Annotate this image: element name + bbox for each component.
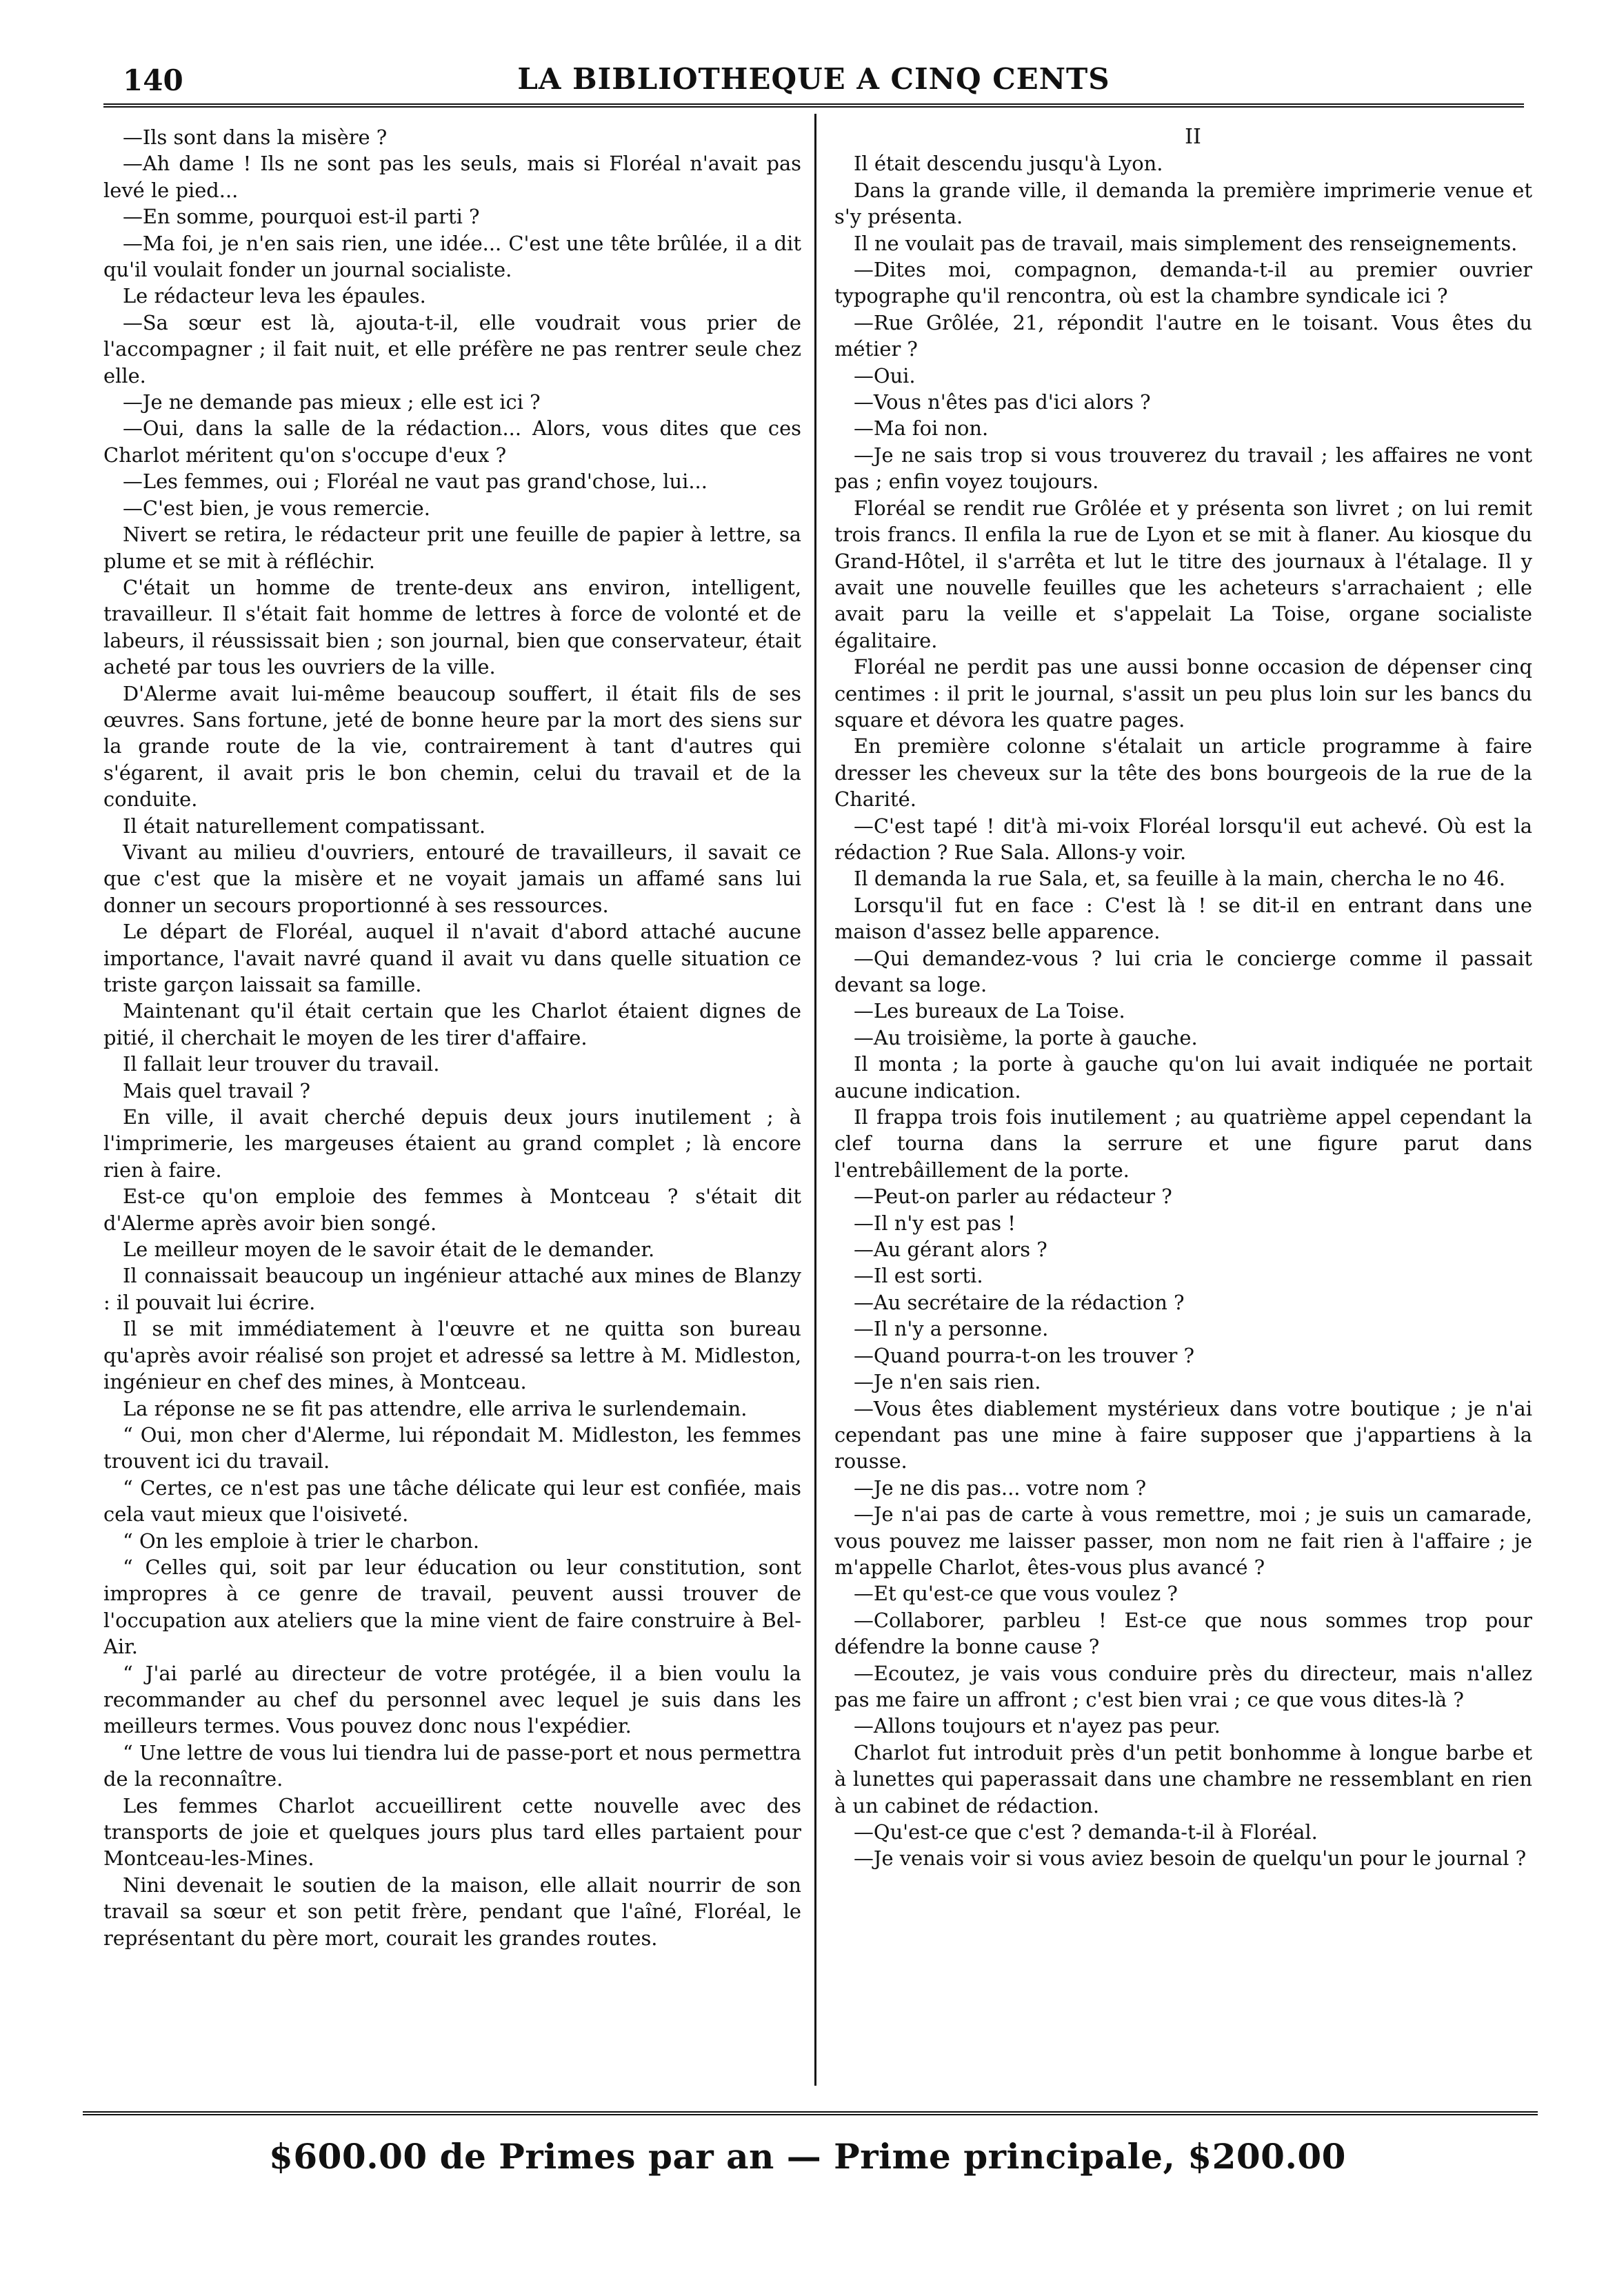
paragraph: Le départ de Floréal, auquel il n'avait d'abord attaché aucune importance, l'avait navré quand il avait vu dans quelle situation ce triste garçon laissait sa famille. xyxy=(103,920,801,996)
paragraph: —Ecoutez, je vais vous conduire près du directeur, mais n'allez pas me faire un affront ; c'est bien vrai ; ce que vous dites-là ? xyxy=(834,1661,1532,1711)
paragraph: D'Alerme avait lui-même beaucoup souffert, il était fils de ses œuvres. Sans fortune, jeté de bonne heure par la mort des siens sur la grande route de la vie, contrairement à tant d'autres qui s'égarent, il avait pris le bon chemin, celui du travail et de la conduite. xyxy=(103,681,801,812)
page-header xyxy=(103,54,1524,102)
paragraph: Il ne voulait pas de travail, mais simplement des renseignements. xyxy=(854,231,1518,255)
paragraph: Les femmes Charlot accueillirent cette nouvelle avec des transports de joie et quelques jours plus tard elles partaient pour Montceau-les-Mines. xyxy=(103,1793,801,1871)
paragraph: —Sa sœur est là, ajouta-t-il, elle voudrait vous prier de l'accompagner ; il fait nuit, et elle préfère ne pas rentrer seule chez elle. xyxy=(103,310,801,387)
paragraph: —Les femmes, oui ; Floréal ne vaut pas grand'chose, lui... xyxy=(123,470,708,494)
paragraph: —Je ne dis pas... votre nom ? xyxy=(854,1476,1147,1500)
paragraph: Floréal ne perdit pas une aussi bonne occasion de dépenser cinq centimes : il prit le journal, s'assit un peu plus loin sur les bancs du square et dévora les quatre pages. xyxy=(834,655,1532,732)
paragraph: En ville, il avait cherché depuis deux jours inutilement ; à l'imprimerie, les margeuses étaient au grand complet ; là encore rien à faire. xyxy=(103,1105,801,1182)
paragraph: “ Oui, mon cher d'Alerme, lui répondait M. Midleston, les femmes trouvent ici du travail. xyxy=(103,1422,801,1473)
paragraph: Il frappa trois fois inutilement ; au quatrième appel cependant la clef tourna dans la serrure et une figure parut dans l'entrebâillement de la porte. xyxy=(834,1105,1532,1182)
paragraph: —Quand pourra-t-on les trouver ? xyxy=(854,1343,1195,1367)
paragraph: “ Celles qui, soit par leur éducation ou leur constitution, sont impropres à ce genre de travail, peuvent aussi trouver de l'occupation aux ateliers que la mine vient de faire construire à Bel-Air. xyxy=(103,1555,801,1659)
paragraph: Maintenant qu'il était certain que les Charlot étaient dignes de pitié, il cherchait le moyen de les tirer d'affaire. xyxy=(103,999,801,1049)
paragraph: —Ma foi non. xyxy=(854,416,989,441)
paragraph: Nivert se retira, le rédacteur prit une feuille de papier à lettre, sa plume et se mit à réfléchir. xyxy=(103,523,801,573)
paragraph: —Dites moi, compagnon, demanda-t-il au premier ouvrier typographe qu'il rencontra, où est la chambre syndicale ici ? xyxy=(834,258,1532,308)
paragraph: Mais quel travail ? xyxy=(123,1078,311,1102)
paragraph: —Au secrétaire de la rédaction ? xyxy=(854,1290,1185,1314)
paragraph: —Oui, dans la salle de la rédaction... Alors, vous dites que ces Charlot méritent qu'on s'occupe d'eux ? xyxy=(103,416,801,467)
right-column xyxy=(834,124,1532,2082)
paragraph: Il était naturellement compatissant. xyxy=(123,814,486,838)
paragraph: Est-ce qu'on emploie des femmes à Montceau ? s'était dit d'Alerme après avoir bien songé. xyxy=(103,1185,801,1235)
paragraph: —Qui demandez-vous ? lui cria le concierge comme il passait devant sa loge. xyxy=(834,946,1532,996)
paragraph: Le meilleur moyen de le savoir était de le demander. xyxy=(123,1238,655,1262)
section-title: II xyxy=(1185,125,1201,149)
paragraph: Dans la grande ville, il demanda la première imprimerie venue et s'y présenta. xyxy=(834,178,1532,229)
paragraph: “ On les emploie à trier le charbon. xyxy=(123,1529,480,1553)
column-divider xyxy=(814,114,816,2086)
paragraph: —Ils sont dans la misère ? xyxy=(123,125,388,149)
paragraph: Floréal se rendit rue Grôlée et y présenta son livret ; on lui remit trois francs. Il enfila la rue de Lyon et se mit à flaner. Au kiosque du Grand-Hôtel, il s'arrêta et lut le titre des journaux à l'étalage. Il y avait une nouvelle feuilles que les acheteurs s'arrachaient ; elle avait paru la veille et s'appelait La Toise, organe socialiste égalitaire. xyxy=(834,496,1532,652)
paragraph: Nini devenait le soutien de la maison, elle allait nourrir de son travail sa sœur et son petit frère, pendant que l'aîné, Floréal, le représentant du père mort, courait les grandes routes. xyxy=(103,1873,801,1950)
paragraph: —Ah dame ! Ils ne sont pas les seuls, mais si Floréal n'avait pas levé le pied... xyxy=(103,152,801,202)
paragraph: Charlot fut introduit près d'un petit bonhomme à longue barbe et à lunettes qui paperassait dans une chambre ne ressemblant en rien à un cabinet de rédaction. xyxy=(834,1740,1532,1817)
paragraph: —Il est sorti. xyxy=(854,1264,983,1288)
paragraph: —C'est tapé ! dit'à mi-voix Floréal lorsqu'il eut achevé. Où est la rédaction ? Rue Sala. Allons-y voir. xyxy=(834,814,1532,864)
paragraph: —Qu'est-ce que c'est ? demanda-t-il à Floréal. xyxy=(854,1820,1318,1844)
paragraph: —Ma foi, je n'en sais rien, une idée... C'est une tête brûlée, il a dit qu'il voulait fonder un journal socialiste. xyxy=(103,231,801,282)
paragraph: Il fallait leur trouver du travail. xyxy=(123,1052,440,1076)
paragraph: —Au gérant alors ? xyxy=(854,1238,1047,1262)
paragraph: —Peut-on parler au rédacteur ? xyxy=(854,1185,1172,1209)
paragraph: Il se mit immédiatement à l'œuvre et ne quitta son bureau qu'après avoir réalisé son projet et adressé sa lettre à M. Midleston, ingénieur en chef des mines, à Montceau. xyxy=(103,1317,801,1394)
paragraph: —Il n'y a personne. xyxy=(854,1317,1049,1341)
paragraph: —Je ne demande pas mieux ; elle est ici ? xyxy=(123,390,541,414)
paragraph: Lorsqu'il fut en face : C'est là ! se dit-il en entrant dans une maison d'assez belle apparence. xyxy=(834,893,1532,944)
paragraph: —Je venais voir si vous aviez besoin de quelqu'un pour le journal ? xyxy=(854,1846,1527,1871)
left-column xyxy=(103,124,801,2082)
paragraph: —Collaborer, parbleu ! Est-ce que nous sommes trop pour défendre la bonne cause ? xyxy=(834,1608,1532,1659)
paragraph: Il demanda la rue Sala, et, sa feuille à la main, chercha le no 46. xyxy=(854,867,1505,891)
paragraph: “ Certes, ce n'est pas une tâche délicate qui leur est confiée, mais cela vaut mieux que l'oisiveté. xyxy=(103,1476,801,1527)
header-rule xyxy=(103,103,1524,108)
paragraph: Il monta ; la porte à gauche qu'on lui avait indiquée ne portait aucune indication. xyxy=(834,1052,1532,1102)
page-number: 140 xyxy=(123,63,183,97)
paragraph: —Au troisième, la porte à gauche. xyxy=(854,1025,1198,1049)
paragraph: —Et qu'est-ce que vous voulez ? xyxy=(854,1582,1178,1606)
paragraph: La réponse ne se fit pas attendre, elle arriva le surlendemain. xyxy=(123,1396,748,1420)
paragraph: —Oui. xyxy=(854,363,916,387)
paragraph: Il était descendu jusqu'à Lyon. xyxy=(854,152,1163,176)
paragraph: Il connaissait beaucoup un ingénieur attaché aux mines de Blanzy : il pouvait lui écrire. xyxy=(103,1264,801,1314)
paragraph: —Rue Grôlée, 21, répondit l'autre en le toisant. Vous êtes du métier ? xyxy=(834,310,1532,361)
paragraph: —C'est bien, je vous remercie. xyxy=(123,496,430,520)
paragraph: “ Une lettre de vous lui tiendra lui de passe-port et nous permettra de la reconnaître. xyxy=(103,1740,801,1791)
running-title: LA BIBLIOTHEQUE A CINQ CENTS xyxy=(517,62,1110,96)
paragraph: —En somme, pourquoi est-il parti ? xyxy=(123,205,480,229)
paragraph: —Vous n'êtes pas d'ici alors ? xyxy=(854,390,1151,414)
paragraph: —Il n'y est pas ! xyxy=(854,1211,1016,1235)
paragraph: —Je n'en sais rien. xyxy=(854,1370,1041,1394)
paragraph: —Allons toujours et n'ayez pas peur. xyxy=(854,1714,1221,1738)
paragraph: Le rédacteur leva les épaules. xyxy=(123,284,426,308)
footer-banner: $600.00 de Primes par an — Prime principale, $200.00 xyxy=(269,2136,1346,2177)
paragraph: —Vous êtes diablement mystérieux dans votre boutique ; je n'ai cependant pas une mine à faire supposer que j'appartiens à la rousse. xyxy=(834,1396,1532,1473)
paragraph: —Je ne sais trop si vous trouverez du travail ; les affaires ne vont pas ; enfin voyez toujours. xyxy=(834,443,1532,494)
paragraph: —Je n'ai pas de carte à vous remettre, moi ; je suis un camarade, vous pouvez me laisser passer, mon nom ne fait rien à l'affaire ; je m'appelle Charlot, êtes-vous plus avancé ? xyxy=(834,1502,1532,1579)
paragraph: —Les bureaux de La Toise. xyxy=(854,999,1125,1023)
paragraph: “ J'ai parlé au directeur de votre protégée, il a bien voulu la recommander au chef du personnel avec lequel je suis dans les meilleurs termes. Vous pouvez donc nous l'expédier. xyxy=(103,1661,801,1738)
paragraph: En première colonne s'étalait un article programme à faire dresser les cheveux sur la tête des bons bourgeois de la rue de la Charité. xyxy=(834,734,1532,812)
footer-rule xyxy=(83,2111,1538,2115)
paragraph: Vivant au milieu d'ouvriers, entouré de travailleurs, il savait ce que c'est que la misère et ne voyait jamais un affamé sans lui donner un secours proportionné à ses ressources. xyxy=(103,840,801,917)
paragraph: C'était un homme de trente-deux ans environ, intelligent, travailleur. Il s'était fait homme de lettres à force de volonté et de labeurs, il réussissait bien ; son journal, bien que conservateur, était acheté par tous les ouvriers de la ville. xyxy=(103,575,801,679)
